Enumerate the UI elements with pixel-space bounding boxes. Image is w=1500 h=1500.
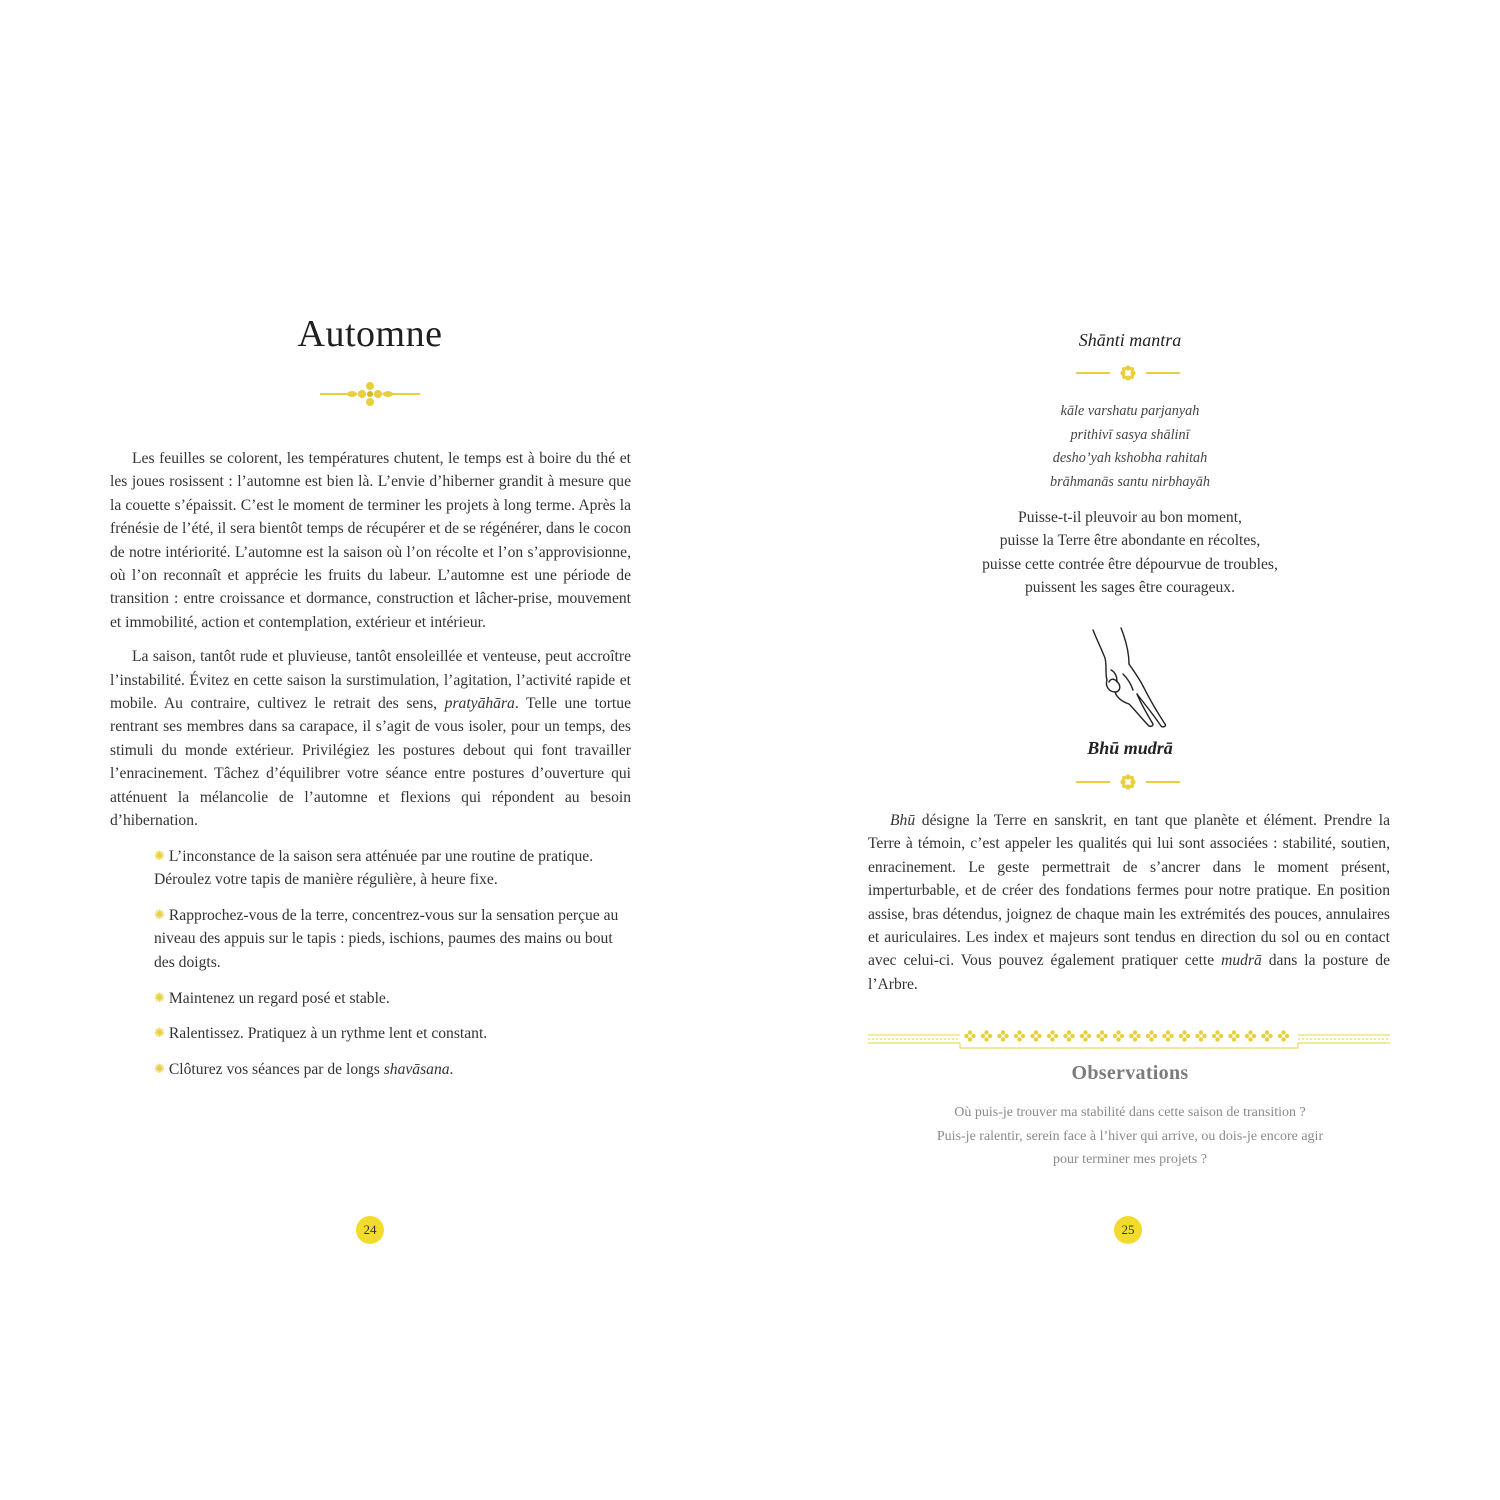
list-item [154,903,631,974]
flower-ornament-icon [1076,774,1180,790]
paragraph-2-italic: pratyāhāra [444,695,515,713]
list-item [154,844,631,892]
list-item-text-end: . [449,1061,454,1079]
mantra-line: kāle varshatu parjanyah [1060,403,1200,419]
paragraph-2 [110,645,631,832]
observations-title: Observations [1071,1062,1189,1084]
list-item-text: Clôturez vos séances par de longs [168,1061,384,1079]
mantra-title: Shānti mantra [1078,330,1182,350]
flower-bullet-icon: ✺ [154,847,165,863]
mudra-italic: mudrā [1221,952,1262,970]
page-number-right: 25 [1114,1216,1142,1244]
mudra-title: Bhū mudrā [1087,738,1173,758]
list-item-text: Rapprochez-vous de la terre, concentrez-vous sur la sensation perçue au niveau des appuis sur le tapis : pieds, ischions, paumes des mains ou bout des doigts. [154,906,619,971]
mudra-description [868,809,1390,996]
flower-bullet-icon: ✺ [154,1061,165,1077]
paragraph-1: Les feuilles se colorent, les températures chutent, le temps est à boire du thé et les joues rosissent : l’automne est bien là. L’envie d’hiberner grandit à mesure que la couette s’épaissit. C’est le moment de terminer les projets à long terme. Après la frénésie de l’été, il sera bientôt temps de récupérer et de se régénérer, dans le cocon de notre intériorité. L’automne est la saison où l’on récolte et l’on s’approvisionne, où l’on reconnaît et apprécie les fruits du labeur. L’automne est une période de transition : entre croissance et dormance, construction et lâcher-prise, mouvement et immobilité, action et contemplation, extérieur et intérieur. [110,450,631,631]
hand-mudra-drawing [1087,626,1169,728]
list-item [154,986,631,1010]
mantra-line: brāhmanās santu nirbhayāh [1049,473,1210,490]
flower-bullet-icon: ✺ [154,989,165,1005]
page-number-left: 24 [356,1216,384,1244]
mantra-verses [860,400,1400,494]
translation-line: puissent les sages être courageux. [1024,579,1235,597]
translation-line: puisse la Terre être abondante en récoltes, [999,532,1261,550]
observations-questions [860,1101,1400,1172]
page-title: Automne [297,313,443,355]
mudra-text-part: désigne la Terre en sanskrit, en tant que planète et élément. Prendre la Terre à témoin, c’est appeler les qualités qui lui sont associées : stabilité, soutien, enracinement. Le geste permettrait de s’ancrer dans le moment présent, imperturbable, et de créer des fondations fermes pour notre pratique. En position assise, bras détendus, joignez de chaque main les extrémités des pouces, annulaires et auriculaires. Les index et majeurs sont tendus en direction du sol ou en contact avec celui-ci. Vous pouvez également pratiquer cette [868,812,1390,970]
question-line: pour terminer mes projets ? [1053,1152,1207,1167]
question-line: Puis-je ralentir, serein face à l’hiver qui arrive, ou dois-je encore agir [936,1128,1324,1144]
list-item-text: Maintenez un regard posé et stable. [168,989,390,1007]
mantra-line: prithivī sasya shālinī [1070,426,1190,443]
mudra-text-part: dans la posture de l’Arbre. [868,952,1390,993]
body-text [110,447,631,1093]
flower-bullet-icon: ✺ [154,1025,165,1041]
mantra-line: desho’yah kshobha rahitah [1052,450,1208,466]
paragraph-2-end: . Telle une tortue rentrant ses membres dans sa carapace, il s’agit de vous isoler, pour un temps, des stimuli du monde extérieur. Privilégiez les postures debout qui font travailler l’enracinement. Tâchez d’équilibrer votre séance entre postures d’ouverture qui atténuent la mélancolie de l’automne et flexions qui répondent au besoin d’hibernation. [110,695,631,830]
flower-ornament-icon [318,380,422,408]
translation-line: puisse cette contrée être dépourvue de troubles, [982,555,1278,573]
mantra-translation [860,506,1400,600]
mudra-paragraph [868,809,1390,996]
list-item-text: L’inconstance de la saison sera atténuée par une routine de pratique. Déroulez votre tapis de manière régulière, à heure fixe. [154,847,594,888]
flower-ornament-icon [1076,365,1180,381]
list-item [154,1021,631,1045]
question-line: Où puis-je trouver ma stabilité dans cette saison de transition ? [954,1105,1306,1120]
flower-bullet-icon: ✺ [154,906,165,922]
right-page [750,0,1500,1500]
mudra-italic: Bhū [890,812,916,829]
tips-list [110,844,631,1082]
translation-line: Puisse-t-il pleuvoir au bon moment, [1018,509,1242,526]
list-item [154,1057,631,1081]
list-item-italic: shavāsana [383,1061,450,1079]
decorative-frieze [868,1024,1390,1050]
list-item-text: Ralentissez. Pratiquez à un rythme lent et constant. [168,1025,488,1043]
paragraph-2-start: La saison, tantôt rude et pluvieuse, tantôt ensoleillée et venteuse, peut accroître l’instabilité. Évitez en cette saison la surstimulation, l’agitation, l’activité rapide et mobile. Au contraire, cultivez le retrait des sens, [110,648,631,713]
